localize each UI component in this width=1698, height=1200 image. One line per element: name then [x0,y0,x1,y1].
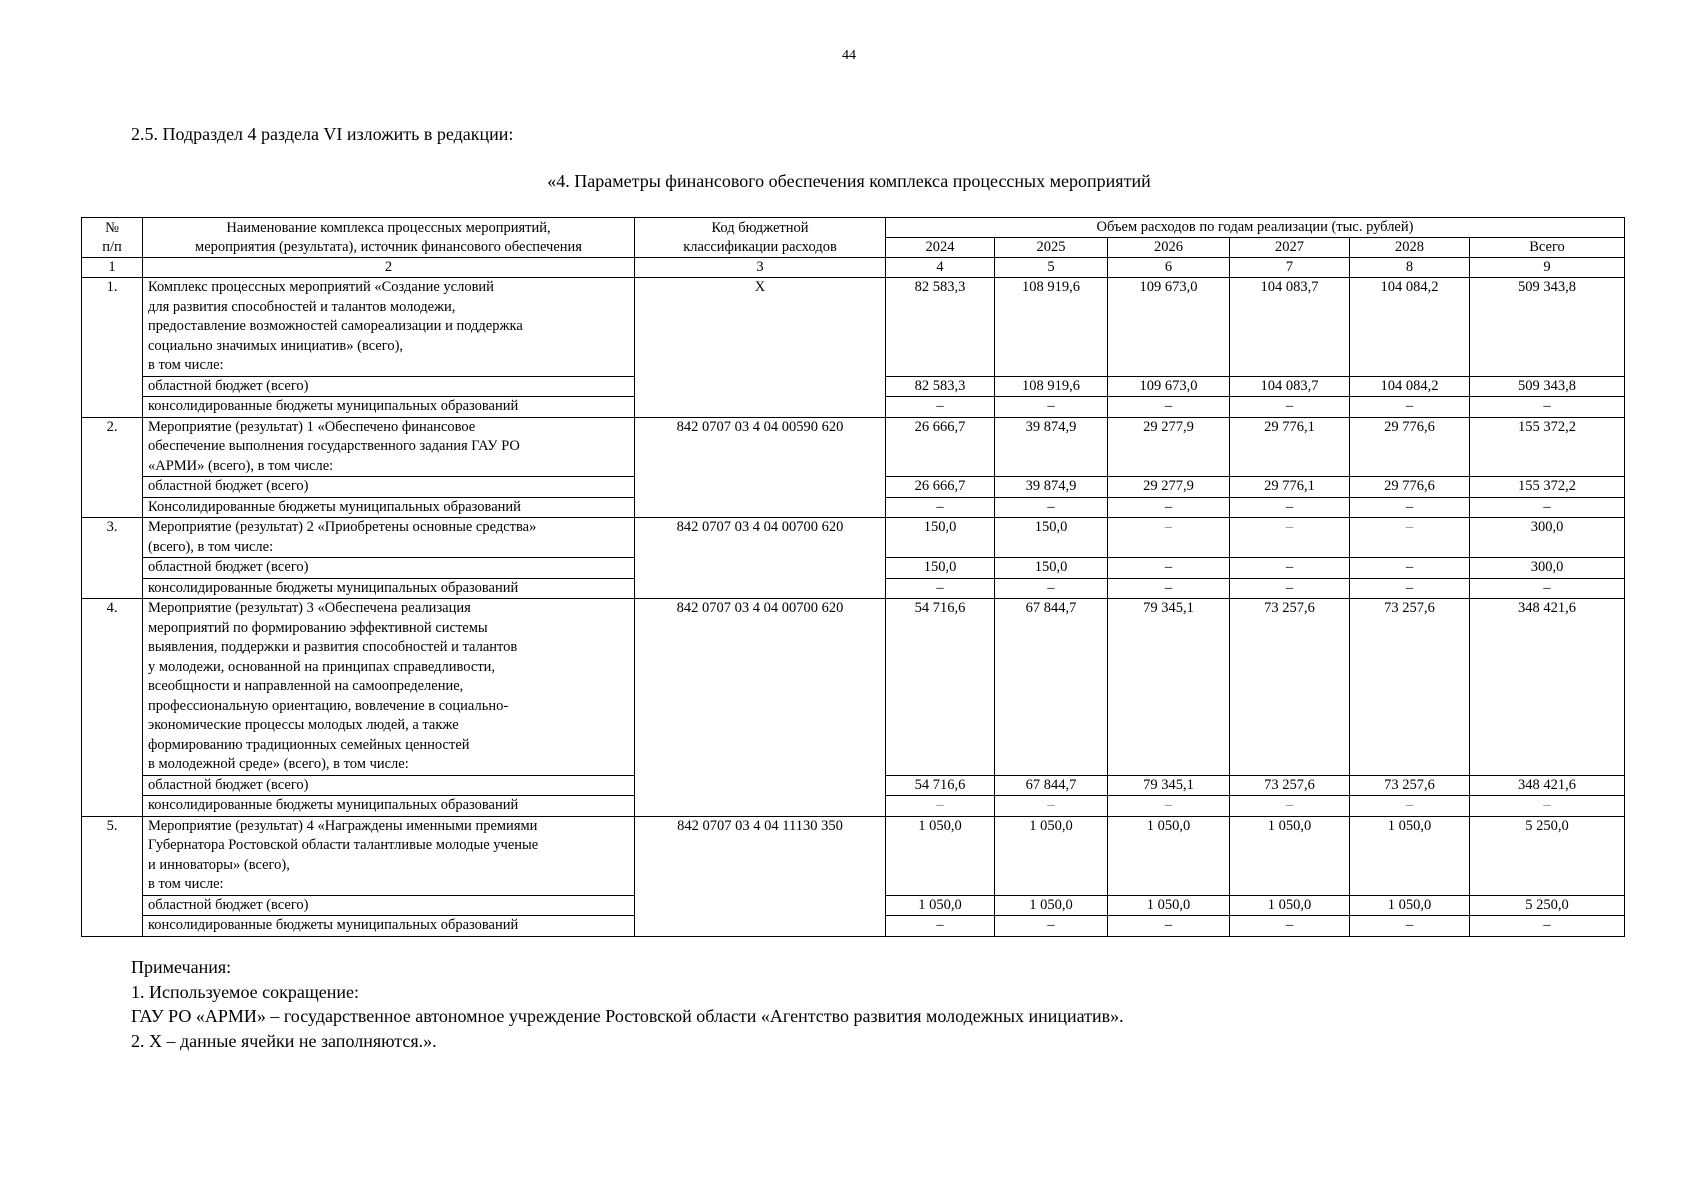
header-code-line2: классификации расходов [683,238,837,255]
header-total: Всего [1470,238,1625,258]
row-value: 73 257,6 [1350,599,1470,776]
row-value: 29 277,9 [1108,417,1230,477]
table-row [82,518,1625,558]
row-name-line: всеобщности и направленной на самоопределение, [148,678,464,694]
table-row [82,816,1625,895]
source-value: 150,0 [995,558,1108,579]
row-value: 29 776,6 [1350,417,1470,477]
source-value: 29 277,9 [1108,477,1230,498]
source-label: областной бюджет (всего) [143,477,635,498]
row-value: 29 776,1 [1230,417,1350,477]
source-label: областной бюджет (всего) [143,558,635,579]
source-value: – [1108,796,1230,817]
source-value: – [1230,497,1350,518]
row-name-line: «АРМИ» (всего), в том числе: [148,457,334,474]
source-label: консолидированные бюджеты муниципальных образований [143,796,635,817]
row-total: 155 372,2 [1470,417,1625,477]
source-value: – [886,796,995,817]
row-value: – [1350,518,1470,558]
row-value: 1 050,0 [1230,816,1350,895]
row-value: 79 345,1 [1108,599,1230,776]
table-row [82,278,1625,377]
source-value: – [1230,796,1350,817]
source-value: 26 666,7 [886,477,995,498]
source-total: 5 250,0 [1470,895,1625,916]
source-value: – [1108,497,1230,518]
row-name-line: обеспечение выполнения государственного задания ГАУ РО [148,438,520,454]
table-row [82,417,1625,477]
row-name-line: социально значимых инициатив» (всего), [148,337,404,354]
row-value: 1 050,0 [886,816,995,895]
header-volume: Объем расходов по годам реализации (тыс. рублей) [886,218,1625,238]
page-number: 44 [842,48,856,63]
source-value: – [886,916,995,937]
row-total: 5 250,0 [1470,816,1625,895]
row-value: 54 716,6 [886,599,995,776]
source-value: – [995,578,1108,599]
row-number: 5. [82,816,143,936]
source-value: 29 776,1 [1230,477,1350,498]
source-value: 79 345,1 [1108,775,1230,796]
source-value: – [1108,558,1230,579]
source-label: областной бюджет (всего) [143,895,635,916]
source-value: – [1230,558,1350,579]
source-label: консолидированные бюджеты муниципальных образований [143,397,635,418]
row-value: 82 583,3 [886,278,995,377]
source-total: – [1470,397,1625,418]
row-value: 1 050,0 [1108,816,1230,895]
source-value: – [1230,578,1350,599]
source-value: – [995,796,1108,817]
source-label: областной бюджет (всего) [143,376,635,397]
source-value: 109 673,0 [1108,376,1230,397]
note-item: ГАУ РО «АРМИ» – государственное автономное учреждение Ростовской области «Агентство развития молодежных инициатив». [131,1006,1124,1026]
source-total: 348 421,6 [1470,775,1625,796]
row-value: 67 844,7 [995,599,1108,776]
row-value: 1 050,0 [1350,816,1470,895]
column-number: 8 [1350,258,1470,278]
source-label: Консолидированные бюджеты муниципальных образований [143,497,635,518]
column-number: 9 [1470,258,1625,278]
source-value: – [1230,916,1350,937]
header-year: 2027 [1230,238,1350,258]
source-value: 73 257,6 [1350,775,1470,796]
header-num [82,218,143,258]
row-name-line: экономические процессы молодых людей, а также [148,717,459,733]
financing-table [81,217,1625,937]
row-name [143,278,635,377]
source-total: 300,0 [1470,558,1625,579]
notes-block [131,955,1124,1053]
header-year: 2028 [1350,238,1470,258]
source-total: – [1470,578,1625,599]
row-name-line: Комплекс процессных мероприятий «Создание условий [148,279,494,295]
source-value: 1 050,0 [995,895,1108,916]
source-value: – [1108,397,1230,418]
table-title: «4. Параметры финансового обеспечения комплекса процессных мероприятий [547,171,1151,191]
row-value: 73 257,6 [1230,599,1350,776]
row-name-line: в том числе: [148,357,224,373]
row-name-line: мероприятий по формированию эффективной системы [148,619,488,636]
row-number: 1. [82,278,143,418]
row-value: – [1108,518,1230,558]
source-value: 73 257,6 [1230,775,1350,796]
source-label: консолидированные бюджеты муниципальных образований [143,578,635,599]
row-name [143,417,635,477]
row-value: 108 919,6 [995,278,1108,377]
row-value: 150,0 [995,518,1108,558]
row-name-line: Мероприятие (результат) 3 «Обеспечена реализация [148,600,471,616]
row-budget-code: 842 0707 03 4 04 00590 620 [635,417,886,518]
header-code-line1: Код бюджетной [711,219,809,236]
header-name-line1: Наименование комплекса процессных мероприятий, [226,219,551,236]
intro-paragraph: 2.5. Подраздел 4 раздела VI изложить в редакции: [131,124,514,144]
column-numbers-row [82,258,1625,278]
row-number: 2. [82,417,143,518]
source-value: – [1230,397,1350,418]
source-label: консолидированные бюджеты муниципальных образований [143,916,635,937]
row-name-line: Мероприятие (результат) 1 «Обеспечено финансовое [148,418,476,435]
row-value: 104 083,7 [1230,278,1350,377]
row-name-line: в том числе: [148,876,224,892]
source-value: 104 084,2 [1350,376,1470,397]
row-name [143,518,635,558]
source-value: – [1350,497,1470,518]
source-value: 39 874,9 [995,477,1108,498]
note-item: 2. X – данные ячейки не заполняются.». [131,1030,437,1051]
source-value: 150,0 [886,558,995,579]
column-number: 7 [1230,258,1350,278]
row-value: 26 666,7 [886,417,995,477]
row-total: 348 421,6 [1470,599,1625,776]
column-number: 1 [82,258,143,278]
header-num-line1: № [105,219,119,236]
header-row-1 [82,218,1625,238]
row-budget-code: X [635,278,886,418]
row-name-line: и инноваторы» (всего), [148,856,290,873]
row-name [143,599,635,776]
source-value: 82 583,3 [886,376,995,397]
row-value: 39 874,9 [995,417,1108,477]
row-name-line: предоставление возможностей самореализации и поддержка [148,318,523,334]
header-code [635,218,886,258]
source-total: 155 372,2 [1470,477,1625,498]
source-value: 1 050,0 [1108,895,1230,916]
row-value: 109 673,0 [1108,278,1230,377]
column-number: 3 [635,258,886,278]
row-name-line: формированию традиционных семейных ценностей [148,736,470,753]
source-value: – [886,497,995,518]
source-value: – [995,497,1108,518]
source-value: – [1350,796,1470,817]
table-row [82,599,1625,776]
source-value: – [995,397,1108,418]
source-value: 67 844,7 [995,775,1108,796]
row-budget-code: 842 0707 03 4 04 11130 350 [635,816,886,936]
source-total: 509 343,8 [1470,376,1625,397]
source-value: 1 050,0 [886,895,995,916]
source-label: областной бюджет (всего) [143,775,635,796]
source-value: – [1350,916,1470,937]
column-number: 4 [886,258,995,278]
source-value: 54 716,6 [886,775,995,796]
source-value: – [886,397,995,418]
source-value: 104 083,7 [1230,376,1350,397]
source-total: – [1470,796,1625,817]
source-value: – [1108,578,1230,599]
row-name-line: Губернатора Ростовской области талантливые молодые ученые [148,837,539,853]
row-name [143,816,635,895]
source-total: – [1470,916,1625,937]
header-name-line2: мероприятия (результата), источник финансового обеспечения [195,238,582,255]
row-name-line: выявления, поддержки и развития способностей и талантов [148,639,518,655]
source-value: – [1350,558,1470,579]
row-budget-code: 842 0707 03 4 04 00700 620 [635,599,886,817]
header-year: 2026 [1108,238,1230,258]
source-value: 108 919,6 [995,376,1108,397]
source-value: – [995,916,1108,937]
row-name-line: (всего), в том числе: [148,538,274,555]
header-num-line2: п/п [102,238,122,255]
row-value: 150,0 [886,518,995,558]
header-year: 2024 [886,238,995,258]
row-total: 300,0 [1470,518,1625,558]
source-value: 1 050,0 [1230,895,1350,916]
header-year: 2025 [995,238,1108,258]
source-value: – [1350,578,1470,599]
column-number: 5 [995,258,1108,278]
note-item: 1. Используемое сокращение: [131,981,359,1002]
source-value: – [1350,397,1470,418]
row-number: 4. [82,599,143,817]
row-value: – [1230,518,1350,558]
row-value: 104 084,2 [1350,278,1470,377]
source-value: – [1108,916,1230,937]
row-total: 509 343,8 [1470,278,1625,377]
row-name-line: Мероприятие (результат) 4 «Награждены именными премиями [148,817,538,834]
column-number: 6 [1108,258,1230,278]
source-total: – [1470,497,1625,518]
notes-heading: Примечания: [131,957,232,977]
row-value: 1 050,0 [995,816,1108,895]
row-name-line: у молодежи, основанной на принципах справедливости, [148,658,496,675]
row-name-line: профессиональную ориентацию, вовлечение в социально- [148,697,509,714]
source-value: 1 050,0 [1350,895,1470,916]
header-name [143,218,635,258]
row-name-line: для развития способностей и талантов молодежи, [148,298,456,315]
row-number: 3. [82,518,143,599]
row-name-line: Мероприятие (результат) 2 «Приобретены основные средства» [148,519,537,535]
row-name-line: в молодежной среде» (всего), в том числе: [148,756,409,772]
source-value: 29 776,6 [1350,477,1470,498]
source-value: – [886,578,995,599]
row-budget-code: 842 0707 03 4 04 00700 620 [635,518,886,599]
column-number: 2 [143,258,635,278]
